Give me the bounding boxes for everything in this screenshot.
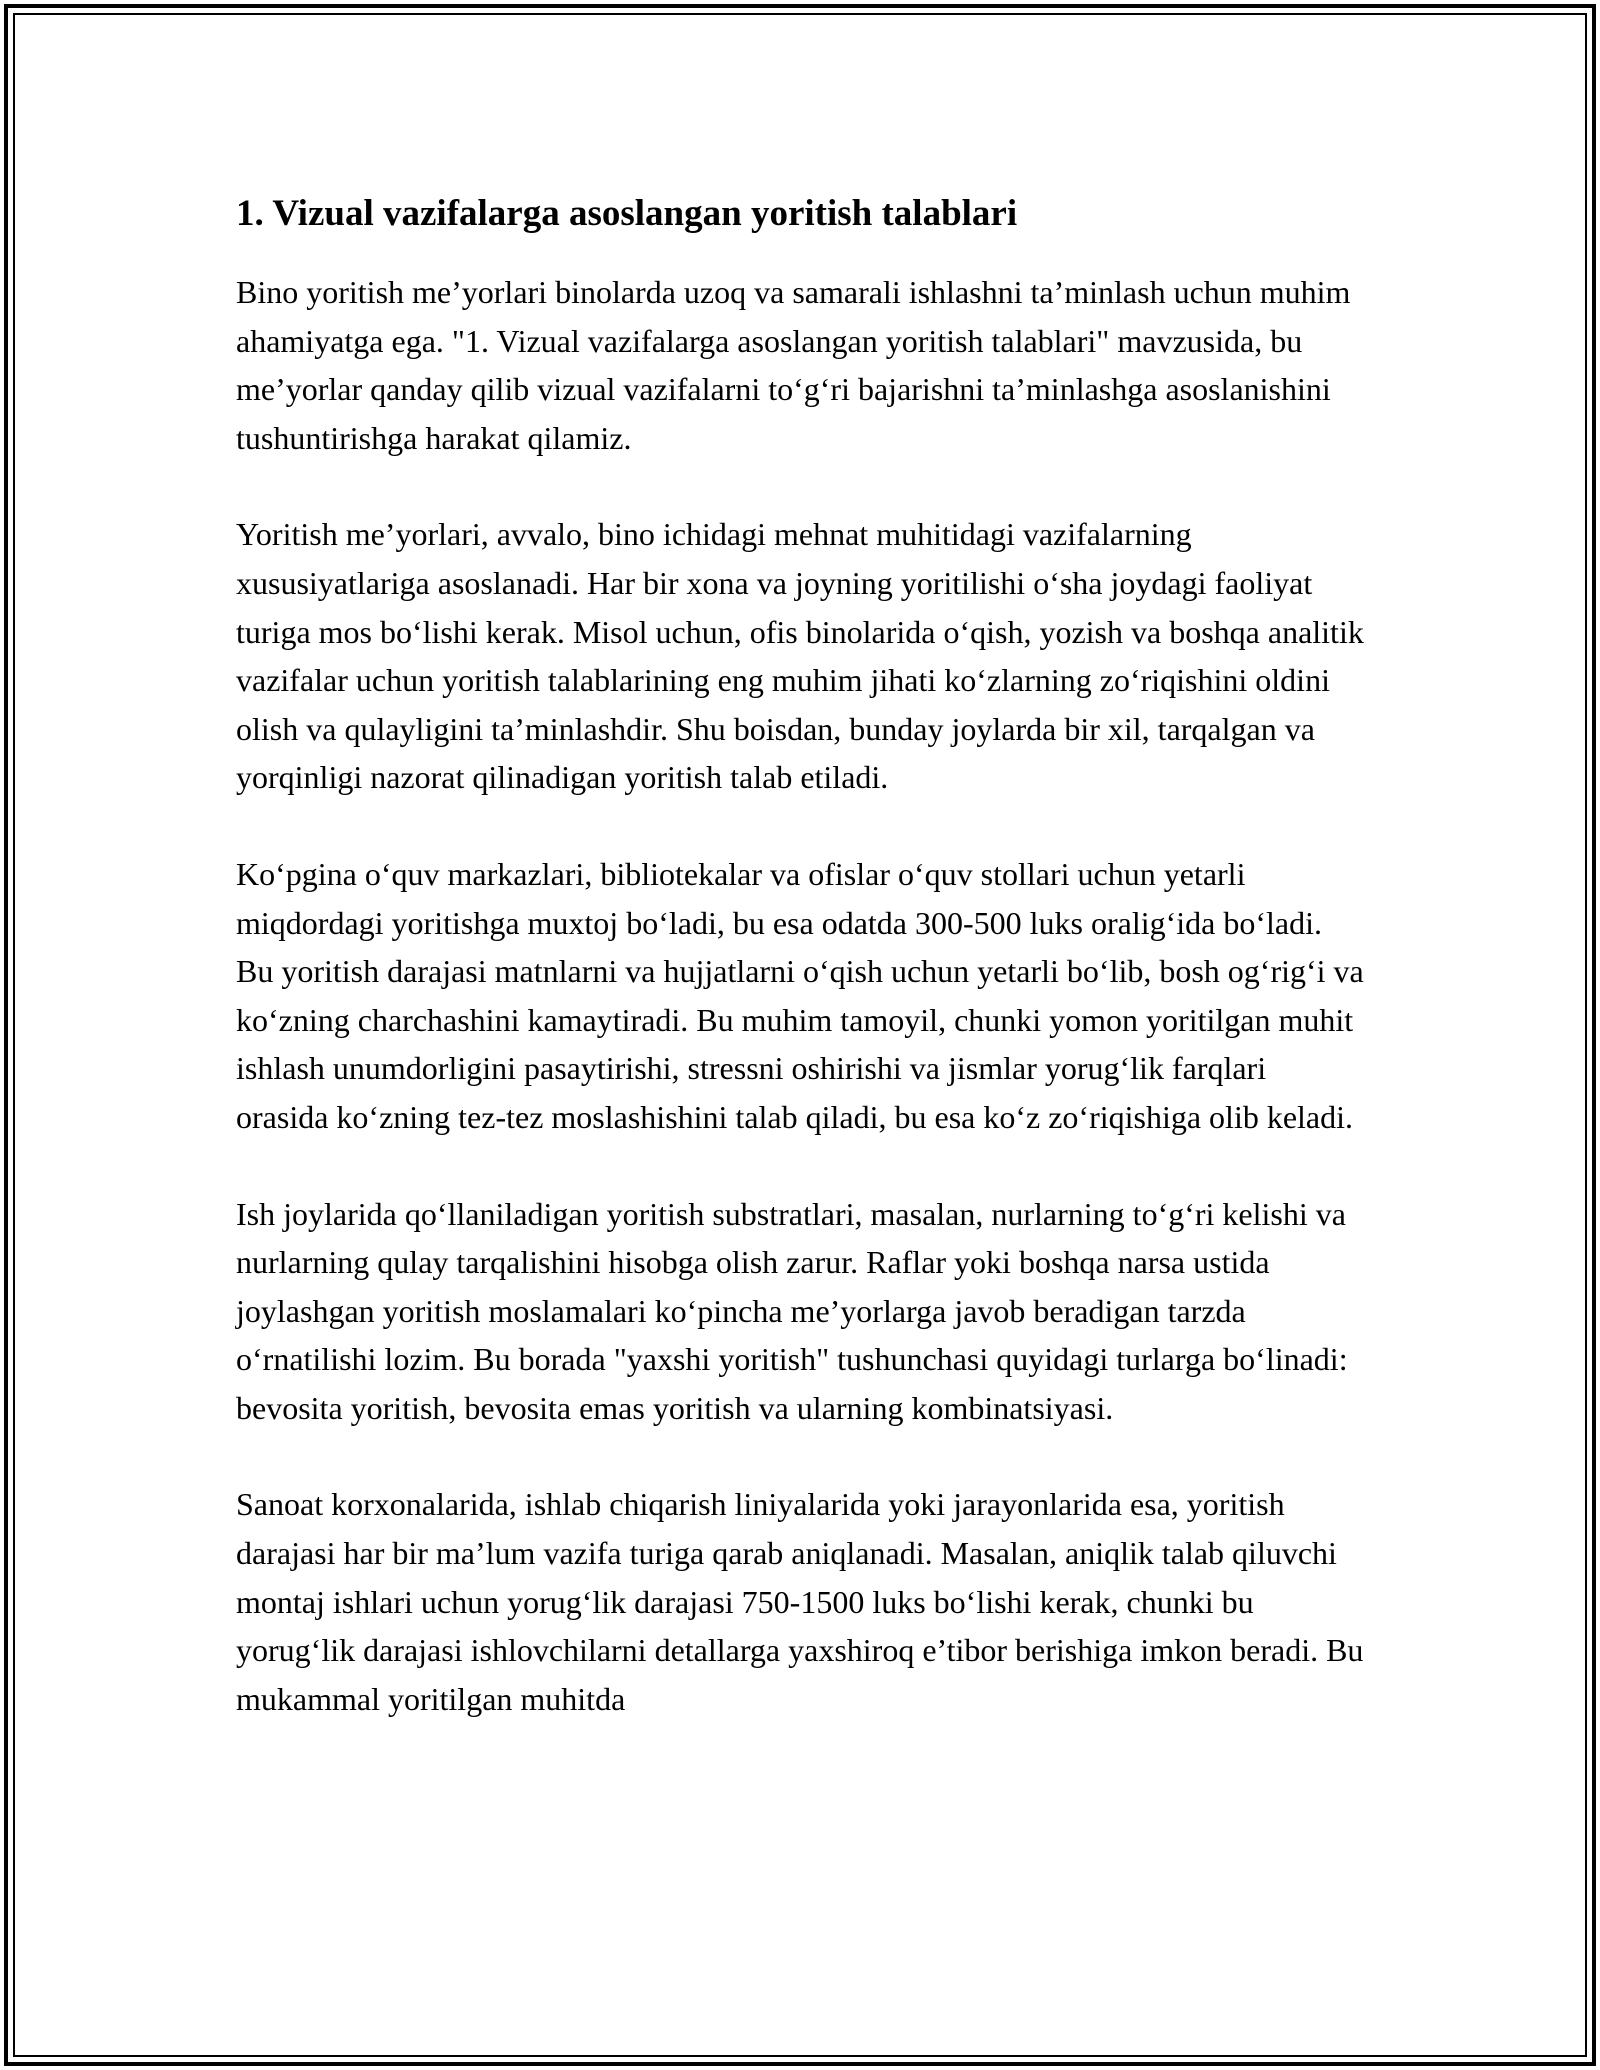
- paragraph-1: Bino yoritish me’yorlari binolarda uzoq va samarali ishlashni ta’minlash uchun muhim ahamiyatga ega. "1. Vizual vazifalarga asoslangan yoritish talablari" mavzusida, bu me’yorlar qanday qilib vizual vazifalarni to‘g‘ri bajarishni ta’minlashga asoslanishini tushuntirishga harakat qilamiz.: [236, 274, 1351, 456]
- document-body: [236, 186, 1366, 1723]
- paragraph-4: Ish joylarida qo‘llaniladigan yoritish substratlari, masalan, nurlarning to‘g‘ri kelishi va nurlarning qulay tarqalishini hisobga olish zarur. Raflar yoki boshqa narsa ustida joylashgan yoritish moslamalari ko‘pincha me’yorlarga javob beradigan tarzda o‘rnatilishi lozim. Bu borada "yaxshi yoritish" tushunchasi quyidagi turlarga bo‘linadi: bevosita yoritish, bevosita emas yoritish va ularning kombinatsiyasi.: [236, 1195, 1348, 1426]
- paragraph-3: Ko‘pgina o‘quv markazlari, bibliotekalar va ofislar o‘quv stollari uchun yetarli miqdordagi yoritishga muxtoj bo‘ladi, bu esa odatda 300-500 luks oralig‘ida bo‘ladi. Bu yoritish darajasi matnlarni va hujjatlarni o‘qish uchun yetarli bo‘lib, bosh og‘rig‘i va ko‘zning charchashini kamaytiradi. Bu muhim tamoyil, chunki yomon yoritilgan muhit ishlash unumdorligini pasaytirishi, stressni oshirishi va jismlar yorug‘lik farqlari orasida ko‘zning tez-tez moslashishini talab qiladi, bu esa ko‘z zo‘riqishiga olib keladi.: [236, 855, 1364, 1135]
- paragraph-2: Yoritish me’yorlari, avvalo, bino ichidagi mehnat muhitidagi vazifalarning xususiyatlariga asoslanadi. Har bir xona va joyning yoritilishi o‘sha joydagi faoliyat turiga mos bo‘lishi kerak. Misol uchun, ofis binolarida o‘qish, yozish va boshqa analitik vazifalar uchun yoritish talablarining eng muhim jihati ko‘zlarning zo‘riqishini oldini olish va qulayligini ta’minlashdir. Shu boisdan, bunday joylarda bir xil, tarqalgan va yorqinligi nazorat qilinadigan yoritish talab etiladi.: [236, 516, 1364, 796]
- paragraph-5: Sanoat korxonalarida, ishlab chiqarish liniyalarida yoki jarayonlarida esa, yoritish darajasi har bir ma’lum vazifa turiga qarab aniqlanadi. Masalan, aniqlik talab qiluvchi montaj ishlari uchun yorug‘lik darajasi 750-1500 luks bo‘lishi kerak, chunki bu yorug‘lik darajasi ishlovchilarni detallarga yaxshiroq e’tibor berishiga imkon beradi. Bu mukammal yoritilgan muhitda: [236, 1486, 1364, 1717]
- section-heading: 1. Vizual vazifalarga asoslangan yoritish talablari: [236, 193, 1018, 234]
